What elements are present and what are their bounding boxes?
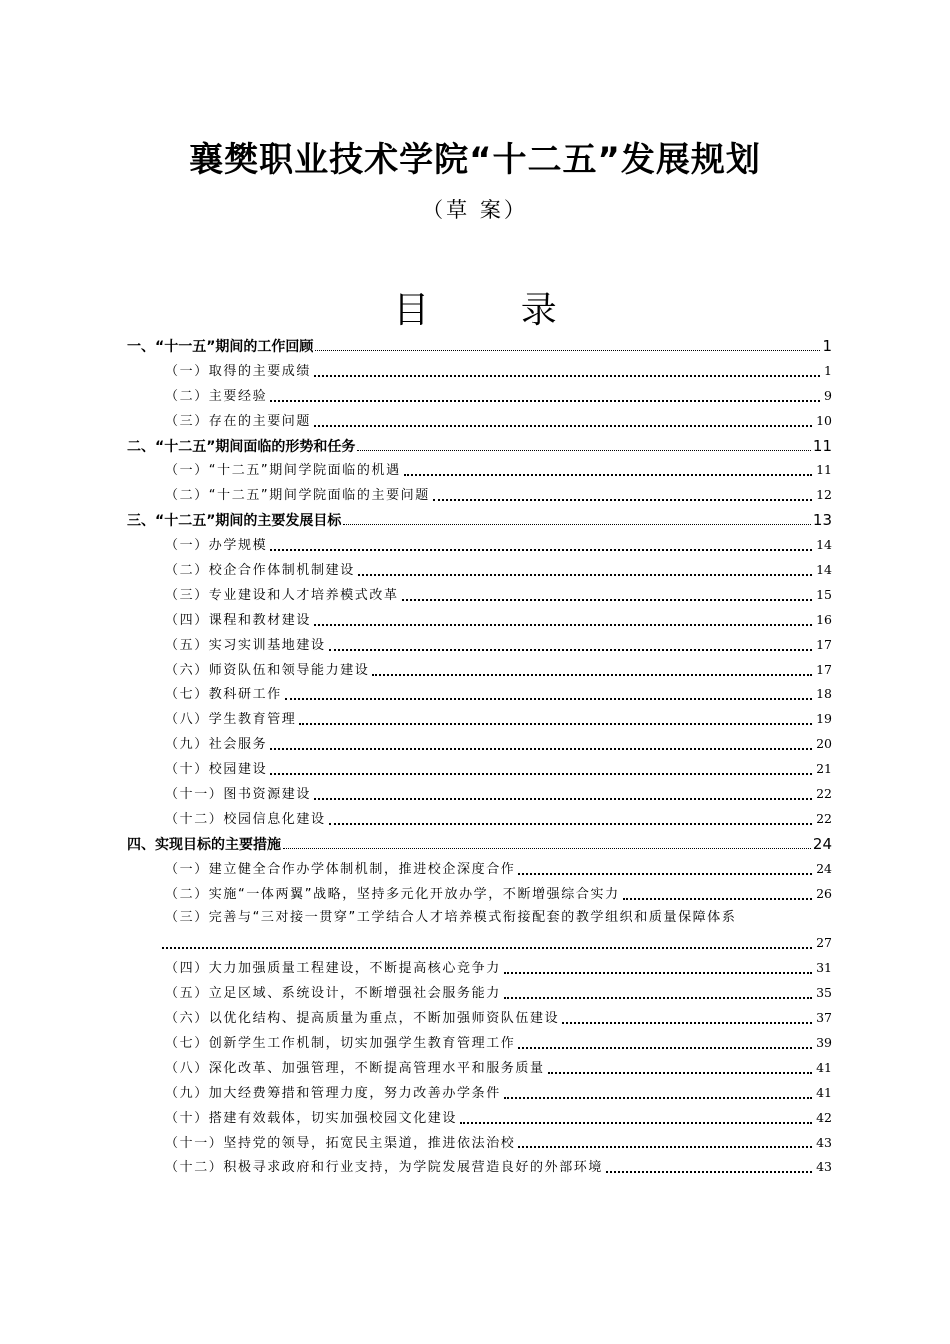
toc-entry-label: 四、实现目标的主要措施: [127, 836, 281, 853]
dot-leader: [329, 823, 812, 825]
toc-entry-label: （二）校企合作体制机制建设: [165, 563, 355, 579]
toc-entry[interactable]: [127, 882, 832, 907]
toc-entry-page: 14: [816, 537, 832, 553]
toc-entry-label: （七）创新学生工作机制，切实加强学生教育管理工作: [165, 1035, 516, 1051]
toc-entry[interactable]: [127, 1106, 832, 1131]
toc-entry[interactable]: [127, 682, 832, 707]
dot-leader: [562, 1022, 812, 1024]
toc-entry-label: （一）建立健全合作办学体制机制，推进校企深度合作: [165, 861, 516, 877]
dot-leader: [548, 1072, 812, 1074]
toc-entry-label: （二）实施“一体两翼”战略，坚持多元化开放办学，不断增强综合实力: [165, 886, 620, 902]
toc-entry-page: 16: [816, 611, 832, 627]
dot-leader: [299, 723, 812, 725]
toc-entry-label: （十）校园建设: [165, 762, 268, 778]
toc-entry-label: （五）实习实训基地建设: [165, 637, 326, 653]
toc-heading: 目 录: [393, 290, 597, 331]
dot-leader: [518, 1146, 812, 1148]
toc-entry-label: （三）专业建设和人才培养模式改革: [165, 587, 399, 603]
toc-entry-page: 39: [816, 1034, 832, 1050]
document-subtitle: （草 案）: [422, 198, 528, 222]
dot-leader: [518, 1047, 812, 1049]
dot-leader: [314, 375, 820, 377]
toc-entry-page: 43: [816, 1159, 832, 1175]
dot-leader: [357, 450, 811, 451]
toc-entry-label: （一）“十二五”期间学院面临的机遇: [165, 463, 401, 479]
table-of-contents: [127, 334, 832, 1180]
toc-entry[interactable]: [127, 757, 832, 782]
toc-entry-label: （十二）校园信息化建设: [165, 811, 326, 827]
toc-entry-label: （十）搭建有效载体，切实加强校园文化建设: [165, 1110, 458, 1126]
dot-leader: [433, 499, 812, 501]
toc-entry-label: （十一）图书资源建设: [165, 787, 312, 803]
toc-entry[interactable]: [127, 807, 832, 832]
toc-chapter-entry[interactable]: [127, 508, 832, 533]
dot-leader: [504, 972, 812, 974]
toc-chapter-entry[interactable]: [127, 434, 832, 459]
toc-entry-label: （五）立足区域、系统设计，不断增强社会服务能力: [165, 986, 501, 1002]
toc-entry-label: （六）以优化结构、提高质量为重点，不断加强师资队伍建设: [165, 1011, 560, 1027]
toc-entry-page: 12: [816, 487, 832, 503]
dot-leader: [372, 674, 812, 676]
dot-leader: [270, 773, 812, 775]
dot-leader: [518, 873, 812, 875]
toc-entry[interactable]: [127, 533, 832, 558]
toc-entry-label: （十二）积极寻求政府和行业支持，为学院发展营造良好的外部环境: [165, 1160, 604, 1176]
toc-entry[interactable]: [127, 608, 832, 633]
dot-leader: [283, 848, 811, 849]
toc-entry-page: 13: [812, 511, 832, 530]
toc-entry-page: 1: [824, 362, 832, 378]
toc-entry-page: 1: [822, 337, 832, 355]
toc-entry[interactable]: [127, 707, 832, 732]
toc-entry[interactable]: [127, 1006, 832, 1031]
toc-entry[interactable]: [127, 1155, 832, 1180]
toc-entry[interactable]: [127, 1056, 832, 1081]
dot-leader: [162, 947, 812, 949]
dot-leader: [343, 524, 811, 525]
toc-entry-label: （二）“十二五”期间学院面临的主要问题: [165, 488, 430, 504]
toc-entry[interactable]: [127, 906, 832, 931]
toc-entry-label: 一、“十一五”期间的工作回顾: [127, 339, 314, 355]
toc-entry-label: （一）取得的主要成绩: [165, 363, 312, 379]
toc-entry-label: （四）大力加强质量工程建设，不断提高核心竞争力: [165, 961, 501, 977]
toc-entry[interactable]: [127, 956, 832, 981]
toc-entry-label: （二）主要经验: [165, 388, 268, 404]
toc-entry[interactable]: [127, 1031, 832, 1056]
toc-entry[interactable]: [127, 1131, 832, 1156]
toc-entry[interactable]: [127, 409, 832, 434]
toc-entry-page: 35: [816, 985, 832, 1001]
toc-entry[interactable]: [127, 732, 832, 757]
dot-leader: [270, 549, 812, 551]
dot-leader: [460, 1122, 812, 1124]
toc-entry[interactable]: [127, 981, 832, 1006]
toc-entry-page: 22: [816, 786, 832, 802]
toc-entry-page: 24: [816, 860, 832, 876]
toc-entry-label: （九）加大经费筹措和管理力度，努力改善办学条件: [165, 1085, 501, 1101]
toc-entry-page: 14: [816, 562, 832, 578]
toc-entry-label: （九）社会服务: [165, 737, 268, 753]
dot-leader: [404, 474, 812, 476]
dot-leader: [358, 574, 812, 576]
toc-entry-label: 二、“十二五”期间面临的形势和任务: [127, 438, 356, 455]
dot-leader: [314, 798, 812, 800]
toc-entry[interactable]: [127, 633, 832, 658]
toc-entry-label: （十一）坚持党的领导，拓宽民主渠道，推进依法治校: [165, 1135, 516, 1151]
toc-entry-page: 18: [816, 686, 832, 702]
toc-entry[interactable]: [127, 857, 832, 882]
toc-entry[interactable]: [127, 558, 832, 583]
document-title: 襄樊职业技术学院“十二五”发展规划: [189, 140, 761, 180]
toc-entry-page: 41: [816, 1059, 832, 1075]
toc-entry[interactable]: [127, 458, 832, 483]
toc-entry[interactable]: [127, 384, 832, 409]
toc-entry-page: 41: [816, 1084, 832, 1100]
toc-entry-label: （三）完善与“三对接一贯穿”工学结合人才培养模式衔接配套的教学组织和质量保障体系: [165, 910, 737, 926]
dot-leader: [329, 649, 812, 651]
toc-entry-page: 22: [816, 810, 832, 826]
dot-leader: [314, 425, 812, 427]
toc-entry[interactable]: [127, 583, 832, 608]
toc-entry[interactable]: [127, 1081, 832, 1106]
toc-entry-label: （八）深化改革、加强管理，不断提高管理水平和服务质量: [165, 1060, 545, 1076]
toc-entry-page: 11: [812, 436, 832, 455]
toc-entry-page: 27: [816, 935, 832, 951]
dot-leader: [504, 1097, 812, 1099]
toc-entry[interactable]: [127, 658, 832, 683]
toc-entry-page: 20: [816, 736, 832, 752]
toc-entry-page: 15: [816, 586, 832, 602]
toc-entry-page: 21: [816, 761, 832, 777]
toc-entry-page: 19: [816, 711, 832, 727]
toc-entry-page: 37: [816, 1010, 832, 1026]
dot-leader: [402, 599, 812, 601]
dot-leader: [285, 698, 812, 700]
toc-entry[interactable]: [127, 483, 832, 508]
dot-leader: [270, 400, 820, 402]
toc-entry-page: 11: [816, 462, 832, 478]
toc-entry-label: （六）师资队伍和领导能力建设: [165, 662, 370, 678]
toc-entry-page: 9: [824, 387, 832, 403]
toc-entry-page: 43: [816, 1134, 832, 1150]
toc-entry-label: （三）存在的主要问题: [165, 413, 312, 429]
dot-leader: [270, 748, 812, 750]
dot-leader: [504, 997, 812, 999]
toc-entry-page: 17: [816, 636, 832, 652]
dot-leader: [314, 624, 812, 626]
toc-entry[interactable]: [127, 782, 832, 807]
toc-entry-label: （四）课程和教材建设: [165, 612, 312, 628]
dot-leader: [606, 1171, 812, 1173]
toc-entry[interactable]: [127, 359, 832, 384]
toc-entry-page: 24: [812, 834, 832, 853]
toc-chapter-entry[interactable]: [127, 334, 832, 359]
toc-entry-page: 17: [816, 661, 832, 677]
toc-entry-continuation[interactable]: [127, 931, 832, 956]
toc-entry-label: （七）教科研工作: [165, 687, 282, 703]
toc-entry-page: 31: [816, 960, 832, 976]
toc-entry-page: 10: [816, 412, 832, 428]
dot-leader: [315, 350, 820, 351]
toc-entry-label: （一）办学规模: [165, 538, 268, 554]
toc-entry-page: 26: [816, 885, 832, 901]
toc-entry-page: 42: [816, 1109, 832, 1125]
toc-entry-label: 三、“十二五”期间的主要发展目标: [127, 513, 342, 530]
dot-leader: [623, 898, 812, 900]
toc-chapter-entry[interactable]: [127, 832, 832, 857]
toc-entry-label: （八）学生教育管理: [165, 712, 297, 728]
